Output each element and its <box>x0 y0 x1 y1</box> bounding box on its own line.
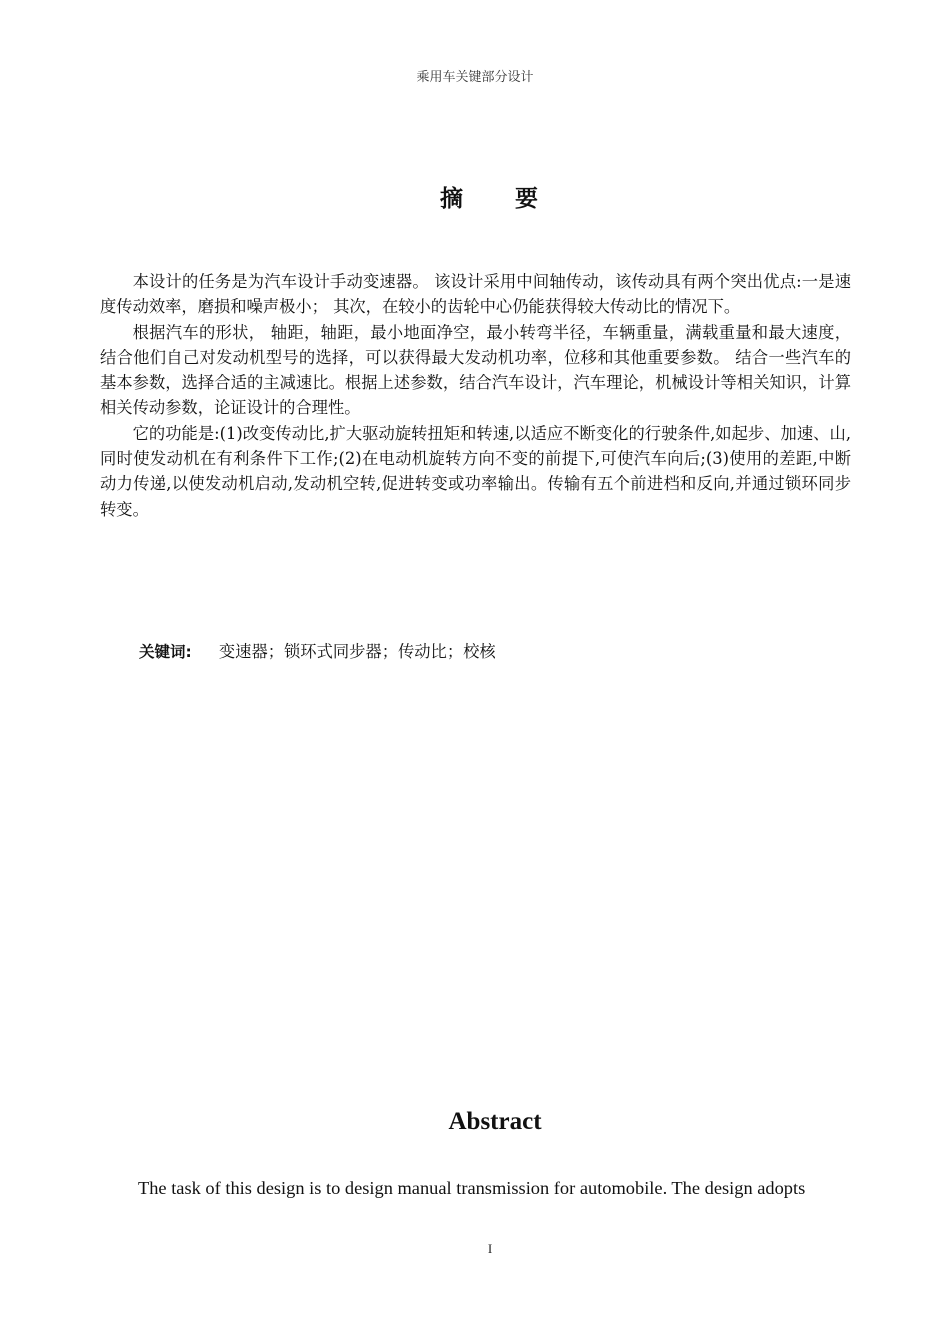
abstract-paragraph: 它的功能是:(1)改变传动比,扩大驱动旋转扭矩和转速,以适应不断变化的行驶条件,如起步、加速、山,同时使发动机在有利条件下工作;(2)在电动机旋转方向不变的前提下,可使汽车向后;(3)使用的差距,中断动力传递,以使发动机启动,发动机空转,促进转变或功率输出。传输有五个前进档和反向,并通过锁环同步转变。 <box>100 423 851 519</box>
keywords-line <box>139 639 496 665</box>
abstract-title-cn: 摘 要 <box>439 185 560 212</box>
keywords-label: 关键词: <box>139 643 192 661</box>
running-header: 乘用车关键部分设计 <box>416 70 534 85</box>
keywords-text: 变速器；锁环式同步器；传动比；校核 <box>218 642 496 661</box>
abstract-body-cn <box>100 269 851 522</box>
abstract-paragraph: 根据汽车的形状， 轴距，轴距，最小地面净空，最小转弯半径，车辆重量，满载重量和最大速度，结合他们自己对发动机型号的选择，可以获得最大发动机功率，位移和其他重要参数。 结合一些汽车的基本参数，选择合适的主减速比。根据上述参数，结合汽车设计，汽车理论，机械设计等相关知识，计算相关传动参数，论证设计的合理性。 <box>100 322 851 418</box>
page-number: I <box>487 1241 493 1256</box>
abstract-paragraph: 本设计的任务是为汽车设计手动变速器。 该设计采用中间轴传动，该传动具有两个突出优点:一是速度传动效率，磨损和噪声极小； 其次，在较小的齿轮中心仍能获得较大传动比的情况下。 <box>100 272 851 317</box>
abstract-title-en: Abstract <box>448 1108 542 1135</box>
abstract-body-en: The task of this design is to design manual transmission for automobile. The design adopts <box>138 1178 806 1198</box>
